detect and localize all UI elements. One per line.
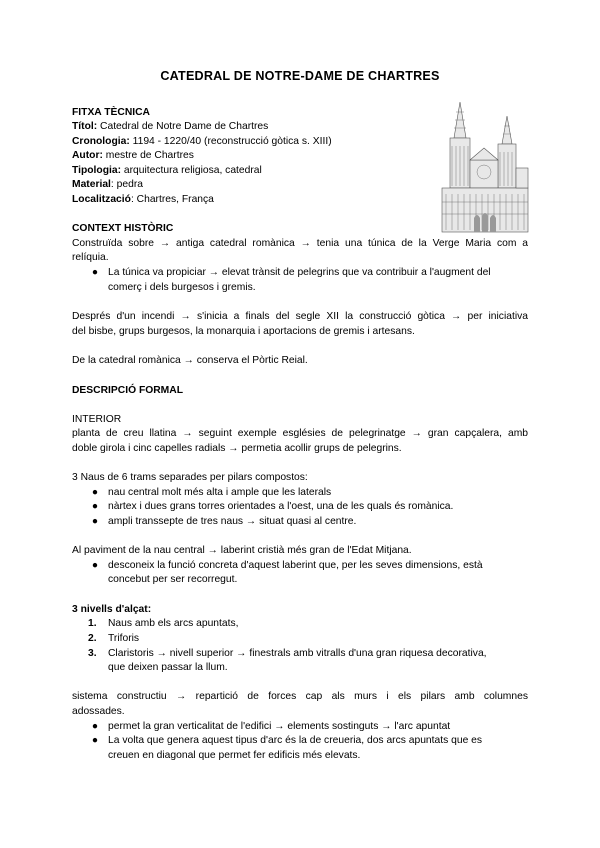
interior-subheading: INTERIOR [72,414,122,425]
fitxa-value: arquitectura religiosa, catedral [121,165,262,176]
laberint-bullet: desconeix la funció concreta d'aquest laberint que, per les seves dimensions, està [108,560,483,571]
cathedral-image [440,98,530,233]
interior-paragraph-1: planta de creu llatina → seguint exemple esglésies de pelegrinatge → gran capçalera, amb [72,428,528,439]
laberint-bullet-end: concebut per ser recorregut. [108,574,238,585]
nivell-number: 3. [88,648,97,659]
bullet-icon: ● [91,516,99,527]
page-title: CATEDRAL DE NOTRE-DAME DE CHARTRES [160,69,440,83]
fitxa-row-localitzacio [72,193,214,208]
bullet-icon: ● [91,487,99,498]
fitxa-value: : pedra [110,179,143,190]
fitxa-row-cronologia [72,135,332,150]
context-paragraph-2-end: del bisbe, grups burgesos, la monarquia i aportacions de gremis i artesans. [72,326,415,337]
fitxa-label: Títol: [72,121,98,132]
context-paragraph-1-end: relíquia. [72,252,109,263]
fitxa-row-titol [72,120,268,135]
nivell-item: Triforis [108,633,140,644]
fitxa-label: Material [72,179,111,190]
fitxa-row-material [72,178,143,193]
bullet-icon: ● [91,721,99,732]
nivell-item-end: que deixen passar la llum. [108,662,228,673]
context-paragraph-1: Construïda sobre → antiga catedral romànica → tenia una túnica de la Verge Maria com a [72,238,528,249]
context-paragraph-3: De la catedral romànica → conserva el Pòrtic Reial. [72,355,308,366]
sistema-bullet-2: La volta que genera aquest tipus d'arc és la de creueria, dos arcs apuntats que es [108,735,483,746]
fitxa-label: Autor: [72,150,103,161]
naus-item: nàrtex i dues grans torres orientades a l'oest, una de les quals és romànica. [108,501,454,512]
nivell-number: 1. [88,618,97,629]
sistema-paragraph: sistema constructiu → repartició de forces cap als murs i els pilars amb columnes [72,691,528,702]
nivell-item: Naus amb els arcs apuntats, [108,618,239,629]
context-heading: CONTEXT HISTÒRIC [72,223,174,234]
sistema-paragraph-end: adossades. [72,706,125,717]
nivells-heading: 3 nivells d'alçat: [72,604,152,615]
bullet-icon: ● [91,501,99,512]
sistema-bullet-1: permet la gran verticalitat de l'edifici → elements sostinguts → l'arc apuntat [108,721,451,732]
context-bullet-1: La túnica va propiciar → elevat trànsit de pelegrins que va contribuir a l'augment del [108,267,491,278]
naus-intro: 3 Naus de 6 trams separades per pilars compostos: [72,472,308,483]
sistema-bullet-2-end: creuen en diagonal que permet fer edificis més elevats. [108,750,361,761]
naus-item: nau central molt més alta i ample que les laterals [108,487,332,498]
fitxa-row-tipologia [72,164,262,179]
interior-paragraph-1-end: doble girola i cinc capelles radials → permetia acollir grups de pelegrins. [72,443,402,454]
fitxa-value: mestre de Chartres [102,150,194,161]
fitxa-value: 1194 - 1220/40 (reconstrucció gòtica s. XIII) [129,136,332,147]
bullet-icon: ● [91,560,99,571]
descripcio-heading: DESCRIPCIÓ FORMAL [72,385,183,396]
fitxa-label: Cronologia: [72,136,130,147]
nivell-number: 2. [88,633,97,644]
fitxa-heading: FITXA TÈCNICA [72,107,150,118]
bullet-icon: ● [91,267,99,278]
nivell-item: Claristoris → nivell superior → finestrals amb vitralls d'una gran riquesa decorativa, [108,648,487,659]
bullet-icon: ● [91,735,99,746]
context-bullet-1-end: comerç i dels burgesos i gremis. [108,282,256,293]
fitxa-value: : Chartres, França [130,194,214,205]
naus-item: ampli transsepte de tres naus → situat quasi al centre. [108,516,357,527]
fitxa-label: Tipologia: [72,165,122,176]
fitxa-label: Localització [72,194,131,205]
context-paragraph-2: Després d'un incendi → s'inicia a finals del segle XII la construcció gòtica → per iniciativa [72,311,528,322]
fitxa-value: Catedral de Notre Dame de Chartres [97,121,269,132]
laberint-paragraph: Al paviment de la nau central → laberint cristià més gran de l'Edat Mitjana. [72,545,412,556]
fitxa-row-autor [72,149,194,164]
